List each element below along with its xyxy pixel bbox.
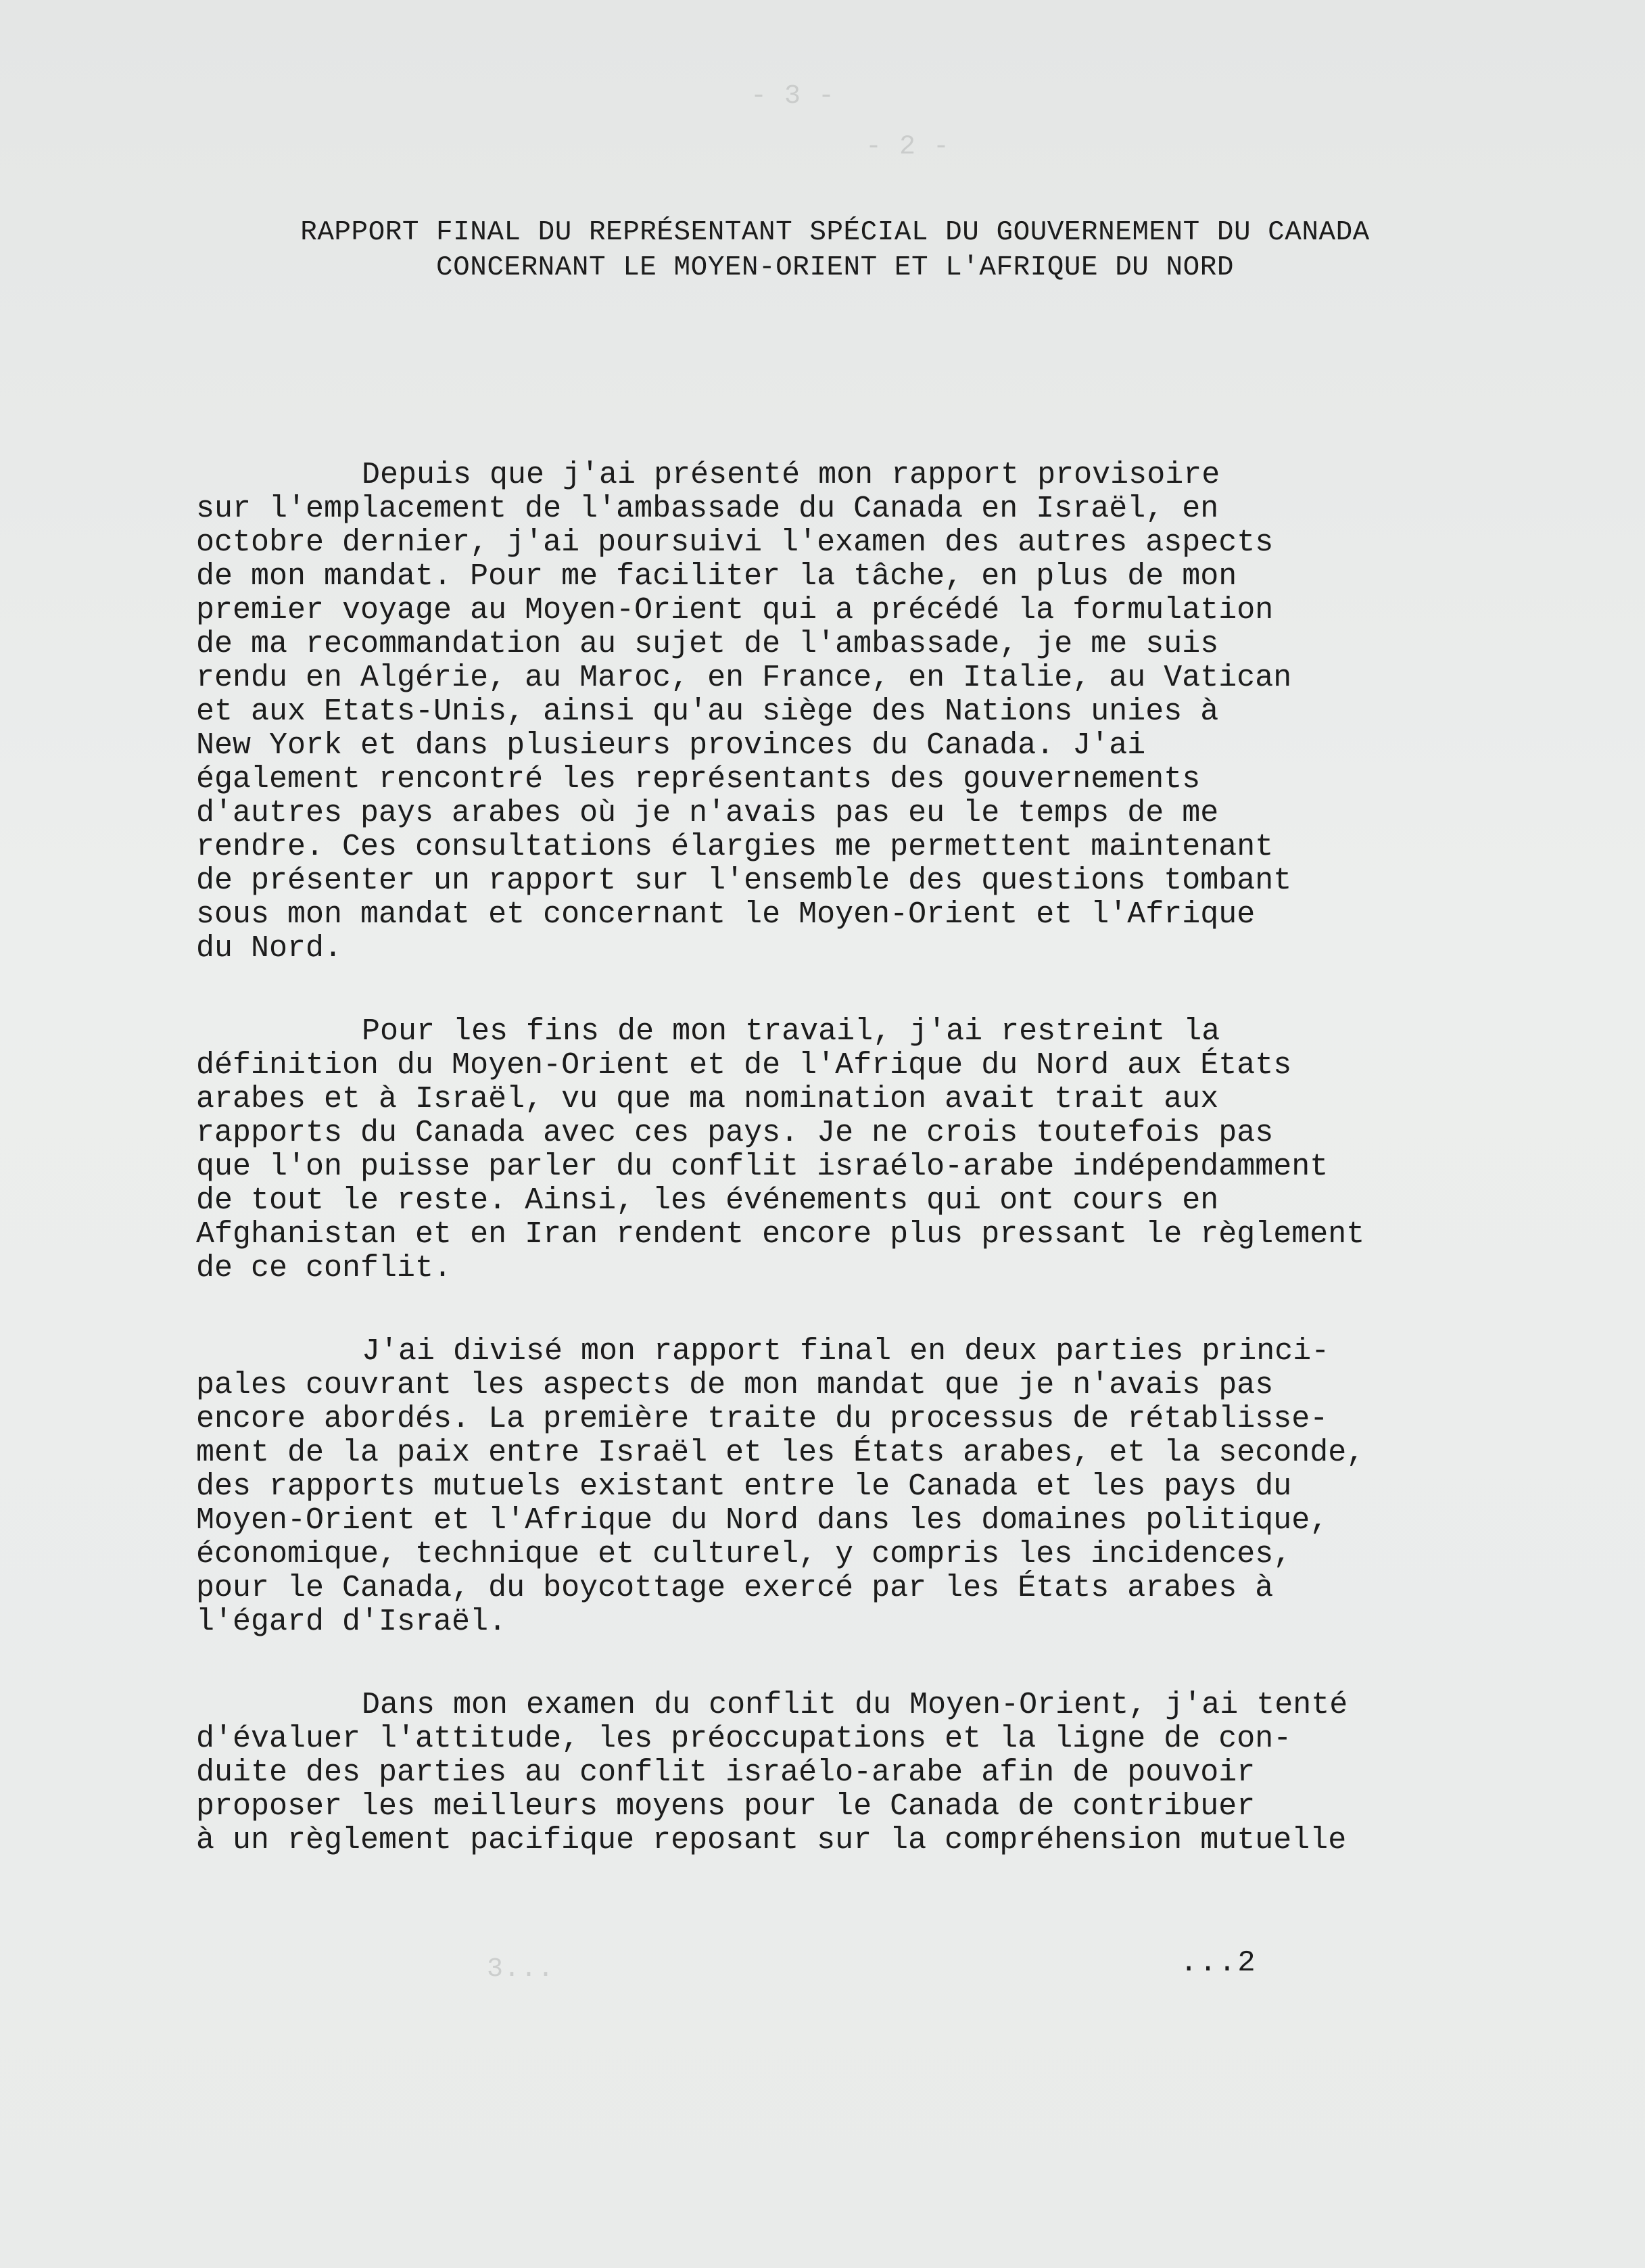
paragraph xyxy=(196,1335,1542,1639)
text-line: et aux Etats-Unis, ainsi qu'au siège des Nations unies à xyxy=(196,694,1219,729)
bleed-through-page-mark: 3... xyxy=(487,1954,555,1985)
text-line: New York et dans plusieurs provinces du Canada. J'ai xyxy=(196,728,1146,763)
title-line: RAPPORT FINAL DU REPRÉSENTANT SPÉCIAL DU GOUVERNEMENT DU CANADA xyxy=(300,217,1370,248)
text-line: à un règlement pacifique reposant sur la compréhension mutuelle xyxy=(196,1823,1347,1858)
text-line: de mon mandat. Pour me faciliter la tâche, en plus de mon xyxy=(196,559,1237,594)
text-line: Afghanistan et en Iran rendent encore plus pressant le règlement xyxy=(196,1217,1365,1252)
bleed-through-page-mark: - 3 - xyxy=(750,81,836,112)
text-line: également rencontré les représentants des gouvernements xyxy=(196,762,1201,797)
text-line: duite des parties au conflit israélo-arabe afin de pouvoir xyxy=(196,1755,1256,1790)
text-line: ment de la paix entre Israël et les États arabes, et la seconde, xyxy=(196,1436,1365,1470)
text-line: rendre. Ces consultations élargies me permettent maintenant xyxy=(196,830,1274,864)
text-line: des rapports mutuels existant entre le Canada et les pays du xyxy=(196,1469,1292,1504)
text-line: de tout le reste. Ainsi, les événements qui ont cours en xyxy=(196,1183,1219,1218)
text-line: pales couvrant les aspects de mon mandat que je n'avais pas xyxy=(196,1368,1274,1402)
text-line: sur l'emplacement de l'ambassade du Canada en Israël, en xyxy=(196,492,1219,526)
bleed-through-page-mark: - 2 - xyxy=(865,132,951,162)
text-line: pour le Canada, du boycottage exercé par les États arabes à xyxy=(196,1571,1274,1605)
paragraph xyxy=(196,458,1542,966)
text-line: économique, technique et culturel, y compris les incidences, xyxy=(196,1537,1292,1572)
text-line: de ma recommandation au sujet de l'ambassade, je me suis xyxy=(196,627,1219,661)
text-line: du Nord. xyxy=(196,931,343,966)
text-line: d'autres pays arabes où je n'avais pas eu le temps de me xyxy=(196,796,1219,830)
text-line: définition du Moyen-Orient et de l'Afrique du Nord aux États xyxy=(196,1048,1292,1083)
text-line: Depuis que j'ai présenté mon rapport provisoire xyxy=(362,458,1220,492)
text-line: que l'on puisse parler du conflit israélo-arabe indépendamment xyxy=(196,1150,1329,1184)
paragraph xyxy=(196,1688,1542,1858)
text-line: Dans mon examen du conflit du Moyen-Orient, j'ai tenté xyxy=(362,1688,1348,1722)
text-line: d'évaluer l'attitude, les préoccupations et la ligne de con- xyxy=(196,1722,1292,1756)
paragraph xyxy=(196,1015,1542,1285)
text-line: Moyen-Orient et l'Afrique du Nord dans les domaines politique, xyxy=(196,1503,1329,1538)
text-line: premier voyage au Moyen-Orient qui a précédé la formulation xyxy=(196,593,1274,628)
text-line: sous mon mandat et concernant le Moyen-Orient et l'Afrique xyxy=(196,897,1256,932)
text-line: rendu en Algérie, au Maroc, en France, en Italie, au Vatican xyxy=(196,661,1292,695)
document-title xyxy=(162,215,1508,285)
text-line: de présenter un rapport sur l'ensemble des questions tombant xyxy=(196,864,1292,898)
text-line: Pour les fins de mon travail, j'ai restreint la xyxy=(362,1014,1220,1049)
text-line: rapports du Canada avec ces pays. Je ne crois toutefois pas xyxy=(196,1116,1274,1150)
page-continuation: ...2 xyxy=(1180,1946,1257,1980)
document-body xyxy=(196,458,1542,1907)
text-line: J'ai divisé mon rapport final en deux parties princi- xyxy=(362,1334,1330,1369)
text-line: encore abordés. La première traite du processus de rétablisse- xyxy=(196,1402,1329,1436)
text-line: octobre dernier, j'ai poursuivi l'examen des autres aspects xyxy=(196,525,1274,560)
text-line: de ce conflit. xyxy=(196,1251,452,1285)
text-line: l'égard d'Israël. xyxy=(196,1605,507,1639)
title-line: CONCERNANT LE MOYEN-ORIENT ET L'AFRIQUE DU NORD xyxy=(436,252,1234,283)
text-line: proposer les meilleurs moyens pour le Canada de contribuer xyxy=(196,1789,1256,1824)
text-line: arabes et à Israël, vu que ma nomination avait trait aux xyxy=(196,1082,1219,1116)
